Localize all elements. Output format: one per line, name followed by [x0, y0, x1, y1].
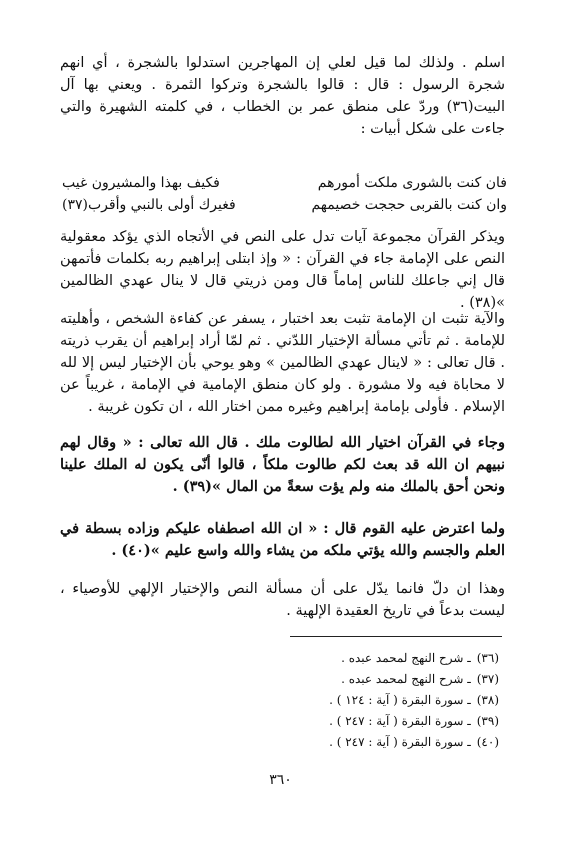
footnote-37 — [341, 669, 499, 689]
poem-hemistich: فان كنت بالشورى ملكت أمورهم — [317, 175, 507, 191]
paragraph-5: ولما اعترض عليه القوم قال : « ان الله اصطفاه عليكم وزاده بسطة في العلم والجسم والله يؤتي ملكه من يشاء والله واسع عليم »(٤٠) . — [60, 520, 505, 559]
footnote-number: (٣٦) — [476, 651, 499, 665]
poem-hemistich: وان كنت بالقربى حججت خصيمهم — [311, 197, 507, 213]
paragraph-2: ويذكر القرآن مجموعة آيات تدل على النص في الأتجاه الذي يؤكد معقولية النص على الإمامة جاء في القرآن : « وإذ ابتلى إبراهيم ربه بكلمات فأتمهن قال إني جاعلك للناس إماماً قال ومن ذريتي قال لا ينال عهدي الظالمين »(٣٨) . — [60, 229, 505, 311]
footnote-number: (٤٠) — [476, 735, 499, 749]
footnote-40 — [329, 732, 499, 752]
footnote-39 — [329, 711, 499, 731]
footnote-number: (٣٩) — [476, 714, 499, 728]
footnote-number: (٣٨) — [476, 693, 499, 707]
footnote-36 — [341, 648, 499, 668]
poem-line-1 — [62, 172, 507, 194]
footnote-text: ـ شرح النهج لمحمد عبده . — [341, 651, 471, 665]
paragraph-1: اسلم . ولذلك لما قيل لعلي إن المهاجرين استدلوا بالشجرة ، أي انهم شجرة الرسول : قال : قالوا بالشجرة وتركوا الثمرة . ويعني بها آل البيت(٣٦) وردّ على منطق عمر بن الخطاب ، في كلمته الشهيرة والتي جاءت على شكل أبيات : — [60, 55, 505, 137]
footnote-divider — [290, 636, 502, 637]
footnote-number: (٣٧) — [476, 672, 499, 686]
paragraph-4: وجاء في القرآن اختيار الله لطالوت ملك . قال الله تعالى : « وقال لهم نبيهم ان الله قد بعث لكم طالوت ملكاً ، قالوا أنّى يكون له الملك علينا ونحن أحق بالملك منه ولم يؤت سعةً من المال »(٣٩) . — [60, 434, 505, 495]
paragraph-6: وهذا ان دلّ فانما يدّل على أن مسألة النص والإختيار الإلهي للأوصياء ، ليست بدعاً في تاريخ العقيدة الإلهية . — [60, 581, 505, 619]
footnote-text: ـ سورة البقرة ( آية : ١٢٤ ) . — [329, 693, 471, 707]
poem-hemistich: فكيف بهذا والمشيرون غيب — [62, 175, 220, 191]
footnote-text: ـ سورة البقرة ( آية : ٢٤٧ ) . — [329, 714, 471, 728]
footnote-text: ـ شرح النهج لمحمد عبده . — [341, 672, 471, 686]
footnote-38 — [329, 690, 499, 710]
poem-line-2 — [62, 194, 507, 216]
poem-verses — [62, 172, 507, 216]
page-number: ٣٦٠ — [269, 772, 292, 788]
poem-hemistich: فغيرك أولى بالنبي وأقرب(٣٧) — [62, 197, 236, 213]
footnote-text: ـ سورة البقرة ( آية : ٢٤٧ ) . — [329, 735, 471, 749]
paragraph-3: والآية تثبت ان الإمامة تثبت بعد اختبار ، يسفر عن كفاءة الشخص ، وأهليته للإمامة . ثم تأتي مسألة الإختيار اللدّني . ثم لمّا أراد إبراهيم أن يقرب ذريته . قال تعالى : « لاينال عهدي الظالمين » وهو يوحي بأن الإختيار ليس إلا لله لا محاباة فيه ولا مشورة . ولو كان منطق الإمامية في الإمامة ، غريباً عن الإسلام . فأولى بإمامة إبراهيم وغيره ممن اختار الله ، ان تكون غريبة . — [60, 311, 505, 415]
